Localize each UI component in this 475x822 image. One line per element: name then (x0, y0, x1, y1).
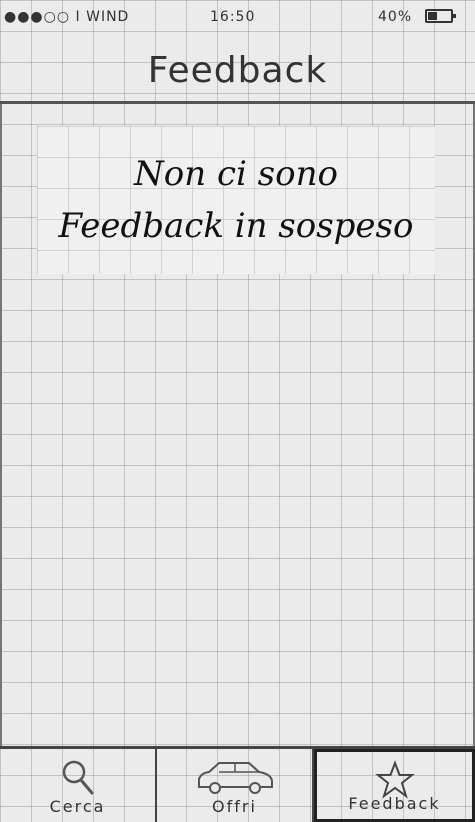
navigation-bar (0, 36, 475, 104)
empty-state-message (37, 126, 435, 274)
tab-bar (0, 746, 475, 822)
tab-cerca[interactable] (0, 749, 157, 822)
tab-offri[interactable] (157, 749, 314, 822)
status-bar (0, 0, 475, 36)
empty-state-text: Non ci sono Feedback in sospeso (58, 154, 414, 246)
tab-offri-label: Offri (212, 797, 257, 816)
page-title: Feedback (147, 50, 328, 91)
battery-icon (425, 9, 453, 23)
tab-feedback-label: Feedback (348, 794, 441, 813)
battery-percentage: 40% (378, 9, 413, 25)
search-icon (58, 757, 98, 797)
tab-cerca-label: Cerca (49, 797, 106, 816)
car-icon (195, 757, 275, 797)
clock: 16:50 (210, 9, 256, 25)
tab-feedback[interactable] (314, 749, 475, 822)
carrier-signal: ●●●○○ I WIND (4, 9, 130, 25)
